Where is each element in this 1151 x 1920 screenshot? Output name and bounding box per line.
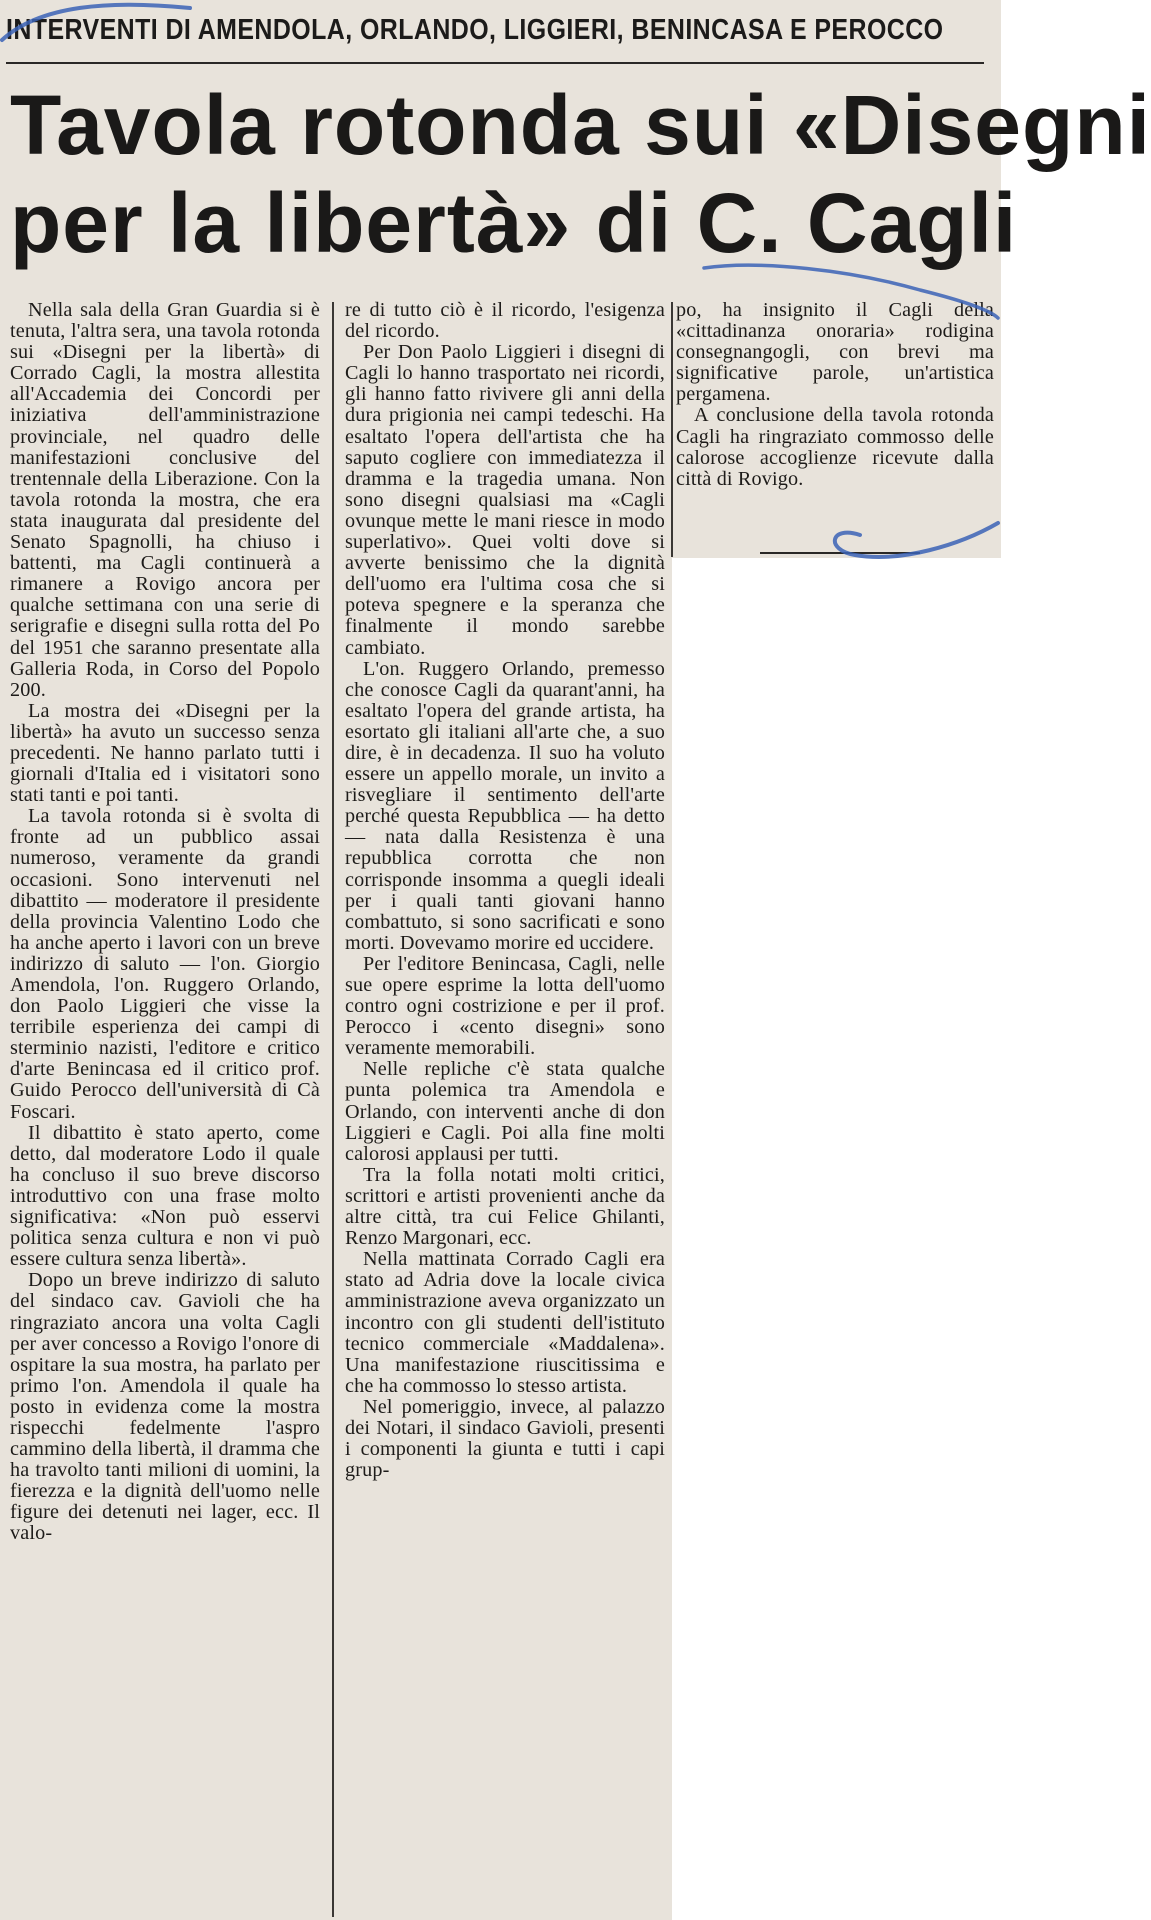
column-divider-1	[332, 302, 334, 1917]
column-divider-2	[671, 302, 673, 557]
paragraph: L'on. Ruggero Orlando, premesso che conosce Cagli da quarant'anni, ha esaltato l'opera del grande artista, ha esortato gli italiani all'arte che, a suo dire, è in decadenza. Il suo ha voluto essere un appello morale, un invito a risvegliare il sentimento dell'arte perché questa Repubblica — ha detto — nata dalla Resistenza è una repubblica corrotta che non corrisponde insomma a quegli ideali per i quali tanti giovani hanno combattuto, si sono sacrificati e sono morti. Dovevamo morire ed uccidere.	[345, 657, 665, 954]
article-column-2	[345, 300, 665, 1481]
paragraph: Nelle repliche c'è stata qualche punta polemica tra Amendola e Orlando, con interventi anche di don Liggieri e Cagli. Poi alla fine molti calorosi applausi per tutti.	[345, 1058, 665, 1165]
article-kicker: INTERVENTI DI AMENDOLA, ORLANDO, LIGGIERI, BENINCASA E PEROCCO	[6, 14, 944, 46]
headline-line-1: Tavola rotonda sui «Disegni	[10, 78, 1151, 172]
paragraph: Per l'editore Benincasa, Cagli, nelle sue opere esprime la lotta dell'uomo contro ogni costrizione e per il prof. Perocco i «cento disegni» sono veramente memorabili.	[345, 952, 665, 1060]
paragraph: Dopo un breve indirizzo di saluto del sindaco cav. Gavioli che ha ringraziato ancora una volta Cagli per aver concesso a Rovigo l'onore di ospitare la sua mostra, ha parlato per primo l'on. Amendola il quale ha posto in evidenza come la mostra rispecchi fedelmente l'aspro cammino della libertà, il dramma che ha travolto tanti milioni di uomini, la fierezza e la dignità dell'uomo nelle figure dei detenuti nei lager, ecc. Il valo-	[10, 1269, 320, 1545]
paragraph: La tavola rotonda si è svolta di fronte ad un pubblico assai numeroso, veramente da grandi occasioni. Sono intervenuti nel dibattito — moderatore il presidente della provincia Valentino Lodo che ha anche aperto i lavori con un breve indirizzo di saluto — l'on. Giorgio Amendola, l'on. Ruggero Orlando, don Paolo Liggieri che visse la terribile esperienza dei campi di sterminio nazisti, l'editore e critico d'arte Benincasa ed il critico prof. Guido Perocco dell'università di Cà Foscari.	[10, 805, 320, 1123]
paragraph: Nella sala della Gran Guardia si è tenuta, l'altra sera, una tavola rotonda sui «Disegni per la libertà» di Corrado Cagli, la mostra allestita all'Accademia dei Concordi per iniziativa dell'amministrazione provinciale, nel quadro delle manifestazioni conclusive del trentennale della Liberazione. Con la tavola rotonda la mostra, che era stata inaugurata dal presidente del Senato Spagnolli, ha chiuso i battenti, ma Cagli continuerà a rimanere a Rovigo ancora per qualche settimana con una serie di serigrafie e disegni sulla rotta del Po del 1951 che saranno presentate alla Galleria Roda, in Corso del Popolo 200.	[10, 299, 320, 701]
article-end-rule	[760, 552, 920, 554]
paragraph: Nel pomeriggio, invece, al palazzo dei Notari, il sindaco Gavioli, presenti i componenti la giunta e tutti i capi grup-	[345, 1395, 665, 1482]
paragraph: A conclusione della tavola rotonda Cagli ha ringraziato commosso delle calorose accoglienze ricevute dalla città di Rovigo.	[676, 404, 994, 490]
article-column-1	[10, 300, 320, 1545]
paragraph: Per Don Paolo Liggieri i disegni di Cagli lo hanno trasportato nei ricordi, gli hanno fatto rivivere gli anni della dura prigionia nei campi tedeschi. Ha esaltato l'opera dell'artista che ha saputo cogliere con immediatezza il dramma e la tragedia umana. Non sono disegni qualsiasi ma «Cagli ovunque mette le mani riesce in modo superlativo». Quei volti dove si avverte benissimo che la dignità dell'uomo era l'ultima cosa che si poteva spegnere e la speranza che finalmente il mondo sarebbe cambiato.	[345, 341, 665, 659]
article-headline	[10, 76, 1151, 272]
paragraph: po, ha insignito il Cagli della «cittadinanza onoraria» rodigina consegnangogli, con brevi ma significative parole, un'artistica pergamena.	[676, 299, 994, 406]
article-column-3	[676, 300, 994, 490]
paragraph: Tra la folla notati molti critici, scrittori e artisti provenienti anche da altre città, tra cui Felice Ghilanti, Renzo Margonari, ecc.	[345, 1163, 665, 1250]
kicker-divider	[6, 62, 984, 64]
paragraph: La mostra dei «Disegni per la libertà» ha avuto un successo senza precedenti. Ne hanno parlato tutti i giornali d'Italia ed i visitatori sono stati tanti e poi tanti.	[10, 699, 320, 807]
paragraph: Il dibattito è stato aperto, come detto, dal moderatore Lodo il quale ha concluso il suo breve discorso introduttivo con una frase molto significativa: «Non può esservi politica senza cultura e non vi può essere cultura senza libertà».	[10, 1121, 320, 1271]
paragraph: re di tutto ciò è il ricordo, l'esigenza del ricordo.	[345, 299, 665, 343]
paragraph: Nella mattinata Corrado Cagli era stato ad Adria dove la locale civica amministrazione aveva organizzato un incontro con gli studenti dell'istituto tecnico commerciale «Maddalena». Una manifestazione riuscitissima e che ha commosso lo stesso artista.	[345, 1248, 665, 1397]
headline-line-2: per la libertà» di C. Cagli	[10, 176, 1018, 270]
